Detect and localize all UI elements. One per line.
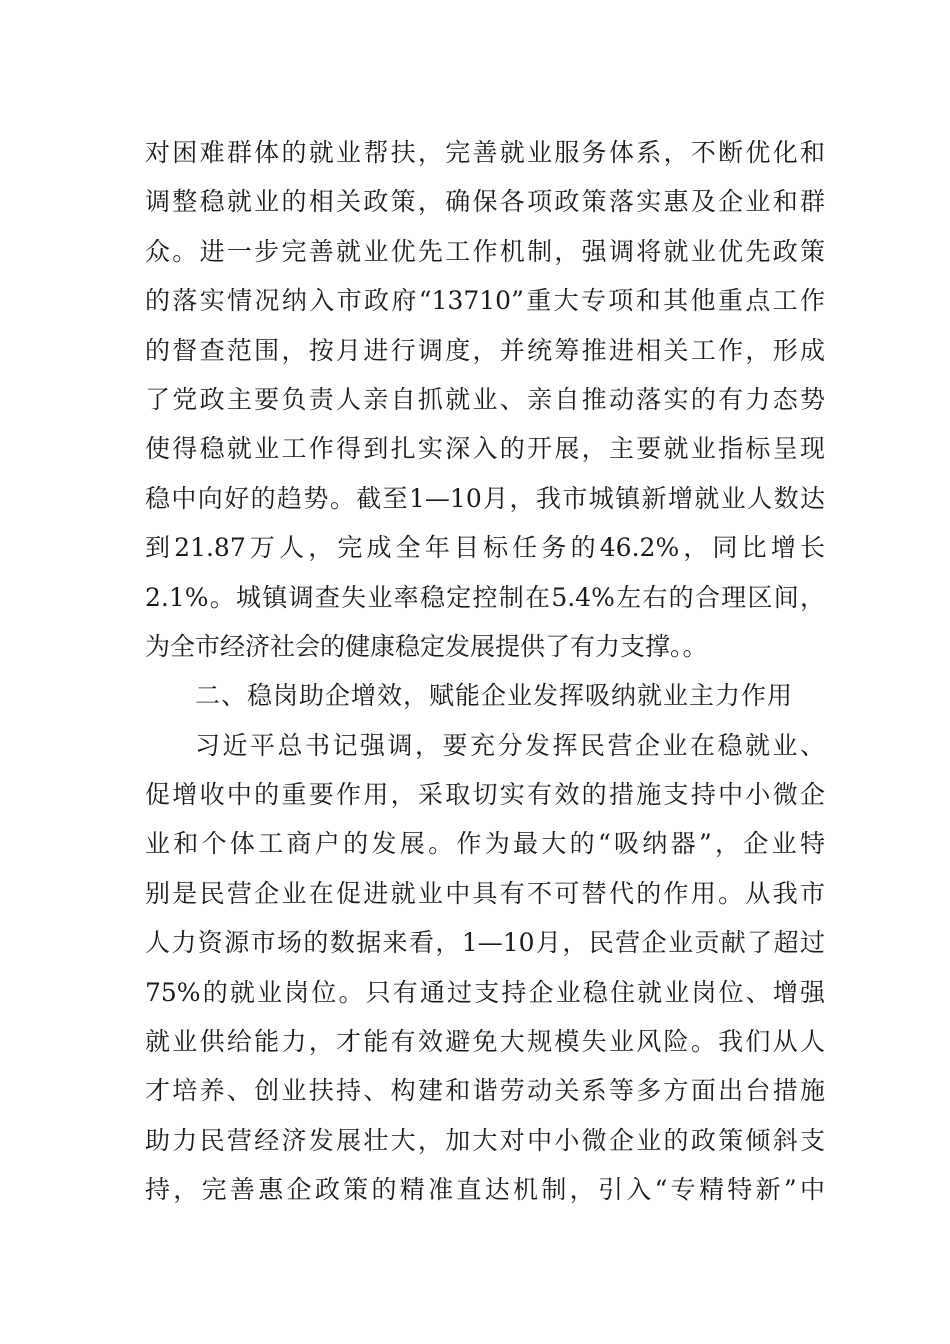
line-text: 使得稳就业工作得到扎实深入的开展，主要就业指标呈现 [145, 434, 825, 464]
line-text: 促增收中的重要作用，采取切实有效的措施支持中小微企 [145, 780, 825, 810]
line-text: 业和个体工商户的发展。作为最大的“吸纳器”，企业特 [145, 829, 825, 859]
section-heading [145, 671, 825, 720]
paragraph-line [145, 770, 825, 819]
line-text: 的落实情况纳入市政府“13710”重大专项和其他重点工作 [145, 286, 825, 316]
line-text: 了党政主要负责人亲自抓就业、亲自推动落实的有力态势 [145, 384, 825, 414]
paragraph-line [145, 869, 825, 918]
paragraph-line [145, 968, 825, 1017]
paragraph-line [145, 1066, 825, 1115]
paragraph-line [145, 375, 825, 424]
paragraph-line [145, 474, 825, 523]
line-text: 2.1%。城镇调查失业率稳定控制在5.4%左右的合理区间， [145, 582, 825, 612]
heading-text: 二、稳岗助企增效，赋能企业发挥吸纳就业主力作用 [195, 681, 794, 711]
line-text: 别是民营企业在促进就业中具有不可替代的作用。从我市 [145, 878, 825, 908]
line-text: 才培养、创业扶持、构建和谐劳动关系等多方面出台措施 [145, 1076, 825, 1106]
line-text: 就业供给能力，才能有效避免大规模失业风险。我们从人 [145, 1027, 825, 1057]
line-text: 75%的就业岗位。只有通过支持企业稳住就业岗位、增强 [145, 977, 825, 1007]
paragraph-line [145, 1116, 825, 1165]
document-body [145, 128, 825, 1215]
line-text: 人力资源市场的数据来看，1—10月，民营企业贡献了超过 [145, 928, 825, 958]
line-text: 调整稳就业的相关政策，确保各项政策落实惠及企业和群 [145, 187, 825, 217]
paragraph-line [145, 1165, 825, 1214]
line-text: 持，完善惠企政策的精准直达机制，引入“专精特新”中 [145, 1175, 825, 1205]
line-text: 稳中向好的趋势。截至1—10月，我市城镇新增就业人数达 [145, 483, 825, 513]
line-text: 到21.87万人，完成全年目标任务的46.2%，同比增长 [145, 533, 825, 563]
paragraph-line [145, 918, 825, 967]
line-text: 助力民营经济发展壮大，加大对中小微企业的政策倾斜支 [145, 1125, 825, 1155]
paragraph-line [145, 424, 825, 473]
paragraph-line [145, 326, 825, 375]
paragraph-line [145, 819, 825, 868]
paragraph-line [145, 177, 825, 226]
line-text: 习近平总书记强调，要充分发挥民营企业在稳就业、 [195, 730, 825, 760]
paragraph-line [145, 128, 825, 177]
line-text: 对困难群体的就业帮扶，完善就业服务体系，不断优化和 [145, 138, 825, 167]
paragraph-last-line [145, 622, 825, 671]
line-text: 的督查范围，按月进行调度，并统筹推进相关工作，形成 [145, 335, 825, 365]
paragraph-line [145, 227, 825, 276]
line-text: 众。进一步完善就业优先工作机制，强调将就业优先政策 [145, 236, 825, 266]
paragraph-line [145, 523, 825, 572]
paragraph-line [145, 276, 825, 325]
paragraph-line [145, 1017, 825, 1066]
paragraph-first-line [145, 721, 825, 770]
line-text: 为全市经济社会的健康稳定发展提供了有力支撑。。 [145, 631, 708, 661]
paragraph-line [145, 573, 825, 622]
